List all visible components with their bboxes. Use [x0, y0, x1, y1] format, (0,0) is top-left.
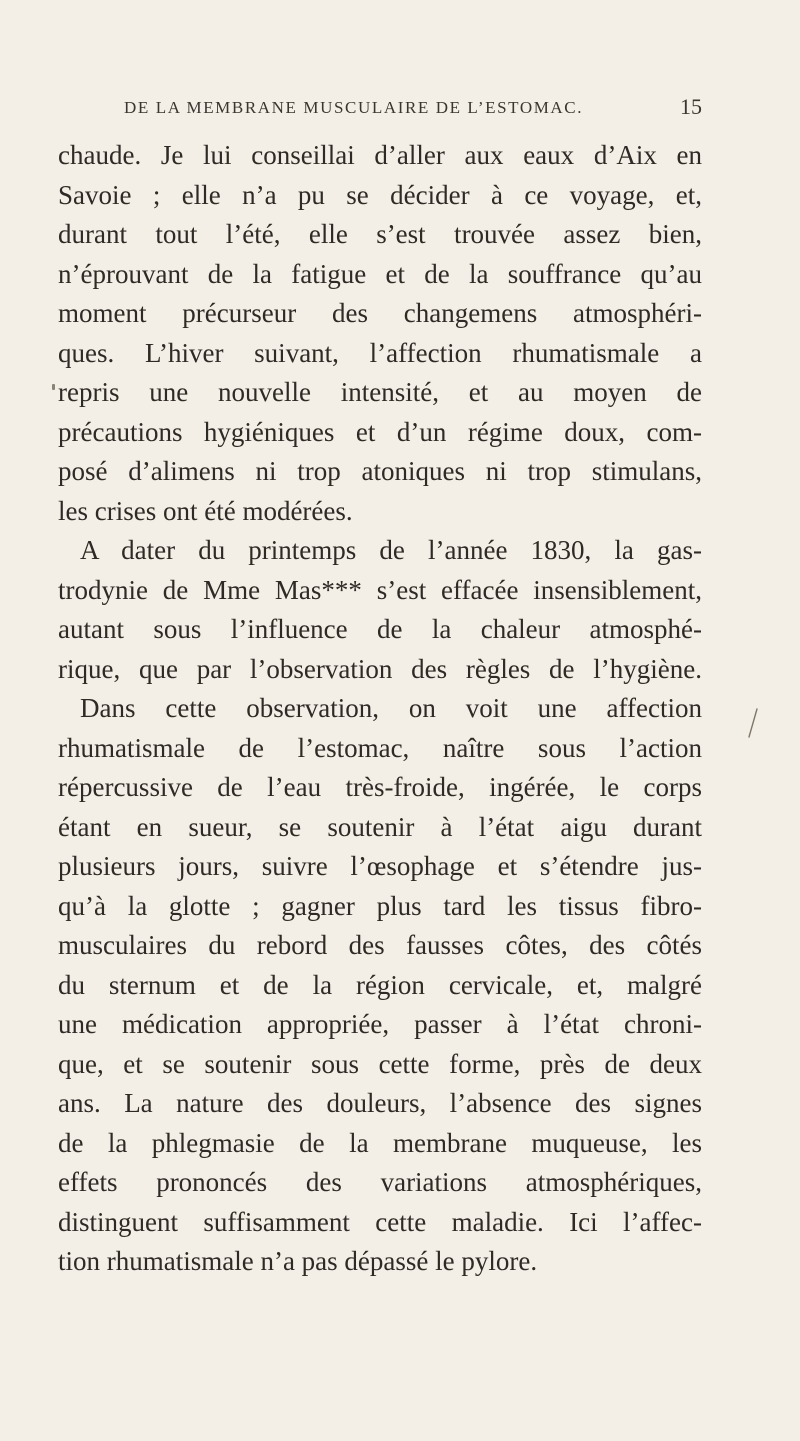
text-line: trodynie de Mme Mas*** s’est effacée insensiblement,: [58, 574, 702, 605]
text-line: les crises ont été modérées.: [58, 495, 353, 526]
text-line: une médication appropriée, passer à l’état chroni-: [58, 1009, 702, 1039]
text-line: du sternum et de la région cervicale, et, malgré: [58, 969, 702, 1000]
text-line: moment précurseur des changemens atmosphéri-: [58, 298, 702, 328]
text-line: étant en sueur, se soutenir à l’état aigu durant: [58, 811, 702, 842]
text-line: musculaires du rebord des fausses côtes, des côtés: [58, 930, 702, 960]
text-line: posé d’alimens ni trop atoniques ni trop stimulans,: [58, 456, 702, 486]
text-line: qu’à la glotte ; gagner plus tard les tissus fibro-: [58, 890, 702, 921]
text-line: rique, que par l’observation des règles de l’hygiène.: [58, 653, 702, 684]
text-line: ques. L’hiver suivant, l’affection rhumatismale a: [58, 337, 702, 368]
margin-pencil-mark: [746, 708, 760, 738]
text-line: de la phlegmasie de la membrane muqueuse, les: [58, 1127, 702, 1158]
text-line: Savoie ; elle n’a pu se décider à ce voyage, et,: [58, 179, 702, 210]
body-text: [58, 136, 702, 1282]
text-line: Dans cette observation, on voit une affection: [80, 693, 702, 723]
text-line: précautions hygiéniques et d’un régime doux, com-: [58, 416, 702, 447]
text-line: rhumatismale de l’estomac, naître sous l’action: [58, 732, 702, 763]
text-line: que, et se soutenir sous cette forme, près de deux: [58, 1048, 702, 1079]
text-line: effets prononcés des variations atmosphériques,: [58, 1167, 702, 1197]
margin-mark-dot: [52, 384, 55, 390]
text-line: repris une nouvelle intensité, et au moyen de: [58, 377, 702, 407]
text-line: autant sous l’influence de la chaleur atmosphé-: [58, 614, 702, 644]
text-line: répercussive de l’eau très-froide, ingérée, le corps: [58, 772, 702, 802]
text-line: A dater du printemps de l’année 1830, la gas-: [80, 535, 702, 565]
text-line: ans. La nature des douleurs, l’absence des signes: [58, 1088, 702, 1118]
text-line: plusieurs jours, suivre l’œsophage et s’étendre jus-: [58, 851, 702, 881]
text-line: chaude. Je lui conseillai d’aller aux eaux d’Aix en: [58, 140, 702, 170]
text-line: n’éprouvant de la fatigue et de la souffrance qu’au: [58, 258, 702, 289]
running-head: [124, 94, 702, 124]
text-line: distinguent suffisamment cette maladie. Ici l’affec-: [58, 1206, 702, 1237]
text-line: durant tout l’été, elle s’est trouvée assez bien,: [58, 219, 702, 249]
text-line: tion rhumatismale n’a pas dépassé le pylore.: [58, 1246, 538, 1276]
running-head-title: DE LA MEMBRANE MUSCULAIRE DE L’ESTOMAC.: [124, 98, 584, 117]
page-number: 15: [680, 94, 702, 119]
